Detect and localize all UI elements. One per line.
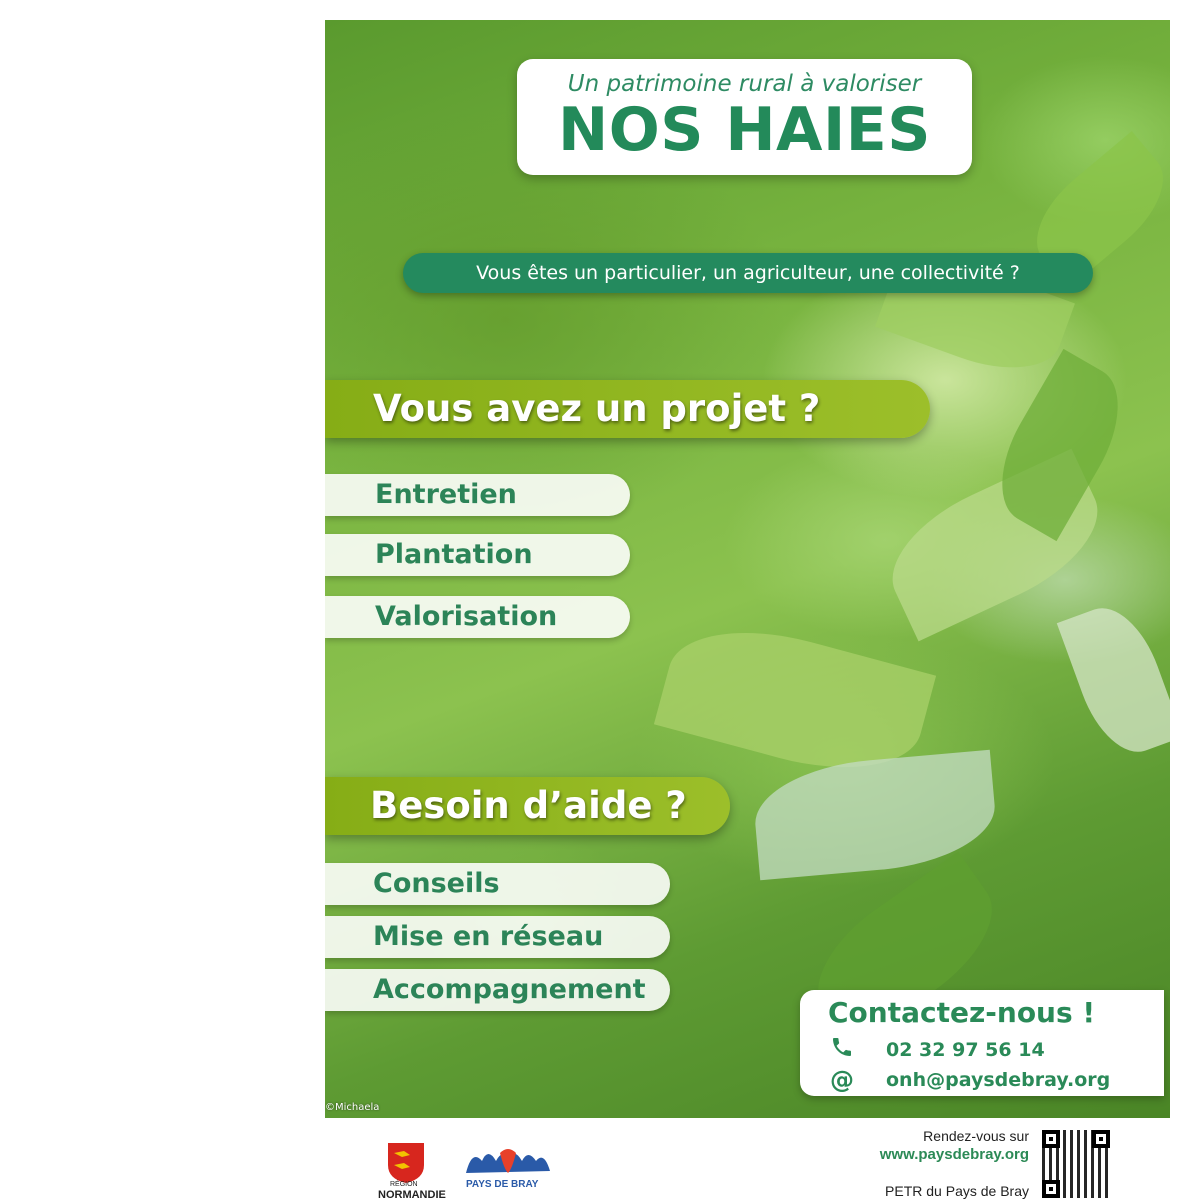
pays-de-bray-mark-icon	[462, 1143, 554, 1181]
footer-website-link[interactable]: www.paysdebray.org	[879, 1146, 1029, 1163]
region-normandie-logo	[378, 1143, 450, 1201]
leaf-decoration	[1057, 596, 1170, 764]
contact-email: onh@paysdebray.org	[886, 1069, 1111, 1091]
logo-region-top: RÉGION	[390, 1181, 418, 1188]
help-heading: Besoin d’aide ?	[325, 777, 730, 835]
qr-finder	[1042, 1180, 1060, 1198]
contact-phone-row[interactable]	[830, 1035, 1045, 1065]
project-heading: Vous avez un projet ?	[325, 380, 930, 438]
audience-question: Vous êtes un particulier, un agriculteur, une collectivité ?	[403, 253, 1093, 293]
project-item-plantation: Plantation	[325, 534, 630, 576]
footer-organization: PETR du Pays de Bray	[885, 1183, 1029, 1199]
phone-icon	[830, 1035, 860, 1065]
contact-title: Contactez-nous !	[828, 996, 1096, 1029]
photo-credit: ©Michaela	[325, 1102, 380, 1113]
title-box	[517, 59, 972, 175]
qr-finder	[1092, 1130, 1110, 1148]
logo-bray-label: PAYS DE BRAY	[466, 1179, 539, 1190]
pays-de-bray-logo	[462, 1143, 554, 1201]
help-item-mise-en-reseau: Mise en réseau	[325, 916, 670, 958]
contact-email-row[interactable]	[830, 1066, 1110, 1094]
tagline: Un patrimoine rural à valoriser	[567, 71, 922, 97]
contact-box	[800, 990, 1164, 1096]
qr-finder	[1042, 1130, 1060, 1148]
project-item-valorisation: Valorisation	[325, 596, 630, 638]
help-item-accompagnement: Accompagnement	[325, 969, 670, 1011]
help-item-conseils: Conseils	[325, 863, 670, 905]
qr-code[interactable]	[1042, 1130, 1110, 1198]
normandie-shield-icon	[378, 1143, 450, 1183]
at-icon: @	[830, 1066, 854, 1094]
footer-visit-label: Rendez-vous sur	[923, 1128, 1029, 1144]
project-item-entretien: Entretien	[325, 474, 630, 516]
poster-title: NOS HAIES	[558, 95, 931, 165]
poster	[325, 20, 1170, 1118]
logo-region-bottom: NORMANDIE	[378, 1189, 446, 1201]
contact-phone: 02 32 97 56 14	[886, 1039, 1045, 1061]
